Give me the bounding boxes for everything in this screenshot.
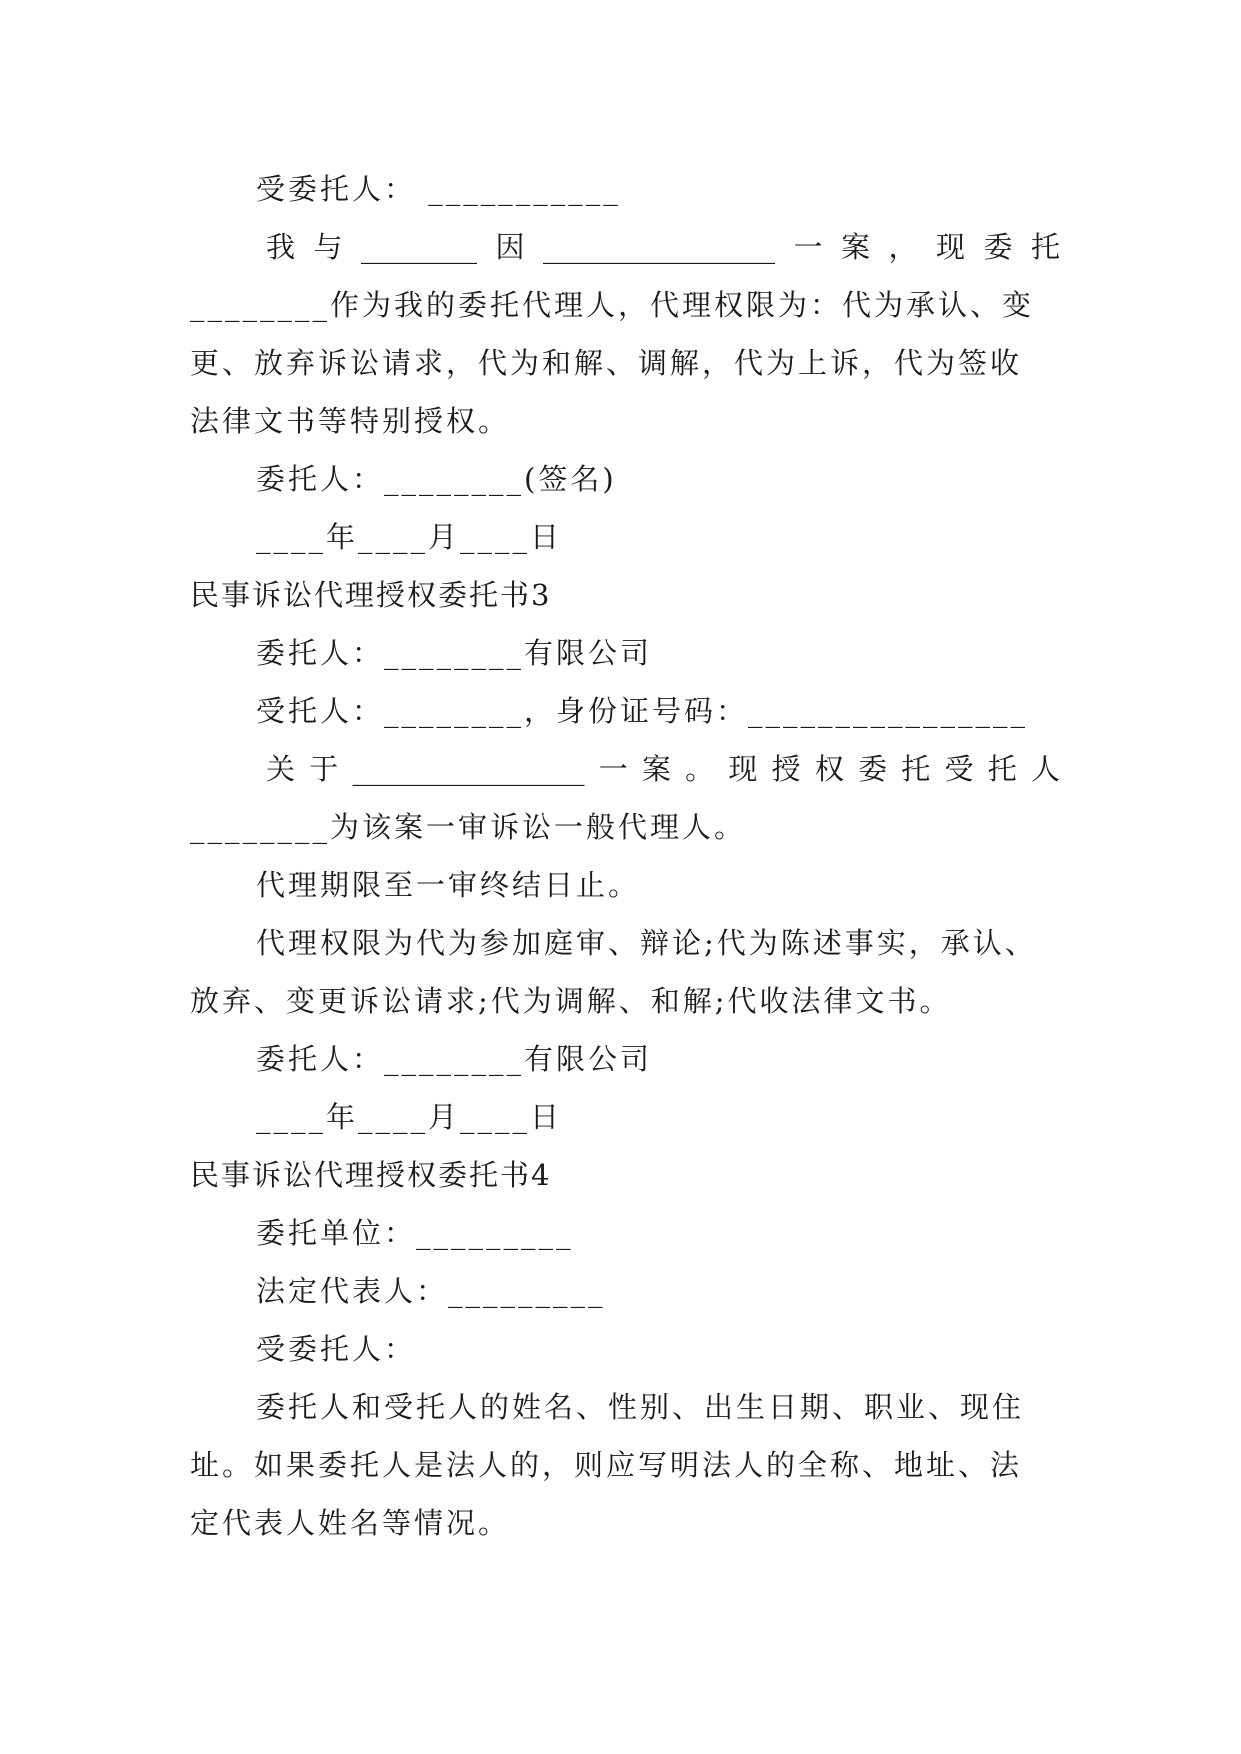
document-body [190,160,1060,1552]
date-line-2: ____年____月____日 [256,1100,563,1134]
section-title-4: 民事诉讼代理授权委托书4 [190,1158,552,1192]
authority-scope-line: 代理权限为代为参加庭审、辩论;代为陈述事实，承认、 [256,926,1037,960]
entrusting-unit-line: 委托单位：_________ [256,1216,574,1250]
instruction-line-2: 址。如果委托人是法人的，则应写明法人的全称、地址、法 [190,1448,1023,1482]
date-line: ____年____月____日 [256,520,563,554]
authority-scope-continued-line: 放弃、变更诉讼请求;代为调解、和解;代收法律文书。 [190,984,952,1018]
case-entrustment-line: 我与________因________________一案，现委托 [266,230,1060,264]
general-agent-line: ________为该案一审诉讼一般代理人。 [190,810,747,844]
entrusted-party-line: 受委托人： ___________ [256,172,621,206]
section-title-3: 民事诉讼代理授权委托书3 [190,578,552,612]
special-authorization-line: 法律文书等特别授权。 [190,404,511,438]
agency-term-line: 代理期限至一审终结日止。 [256,868,641,902]
legal-representative-line: 法定代表人：_________ [256,1274,606,1308]
instruction-line-1: 委托人和受托人的姓名、性别、出生日期、职业、现住 [256,1390,1025,1424]
instruction-line-3: 定代表人姓名等情况。 [190,1506,511,1540]
principal-company-line: 委托人：________有限公司 [256,636,653,670]
authority-detail-line: 更、放弃诉讼请求，代为和解、调解，代为上诉，代为签收 [190,346,1023,380]
principal-company-line-2: 委托人：________有限公司 [256,1042,653,1076]
agent-authority-line: ________作为我的委托代理人，代理权限为：代为承认、变 [190,288,1035,322]
principal-signature-line: 委托人：________(签名) [256,462,617,496]
case-authorization-line: 关于________________一案。现授权委托受托人 [266,752,1060,786]
agent-id-line: 受托人：________，身份证号码：________________ [256,694,1029,728]
entrusted-party-line-2: 受委托人： [256,1332,417,1366]
